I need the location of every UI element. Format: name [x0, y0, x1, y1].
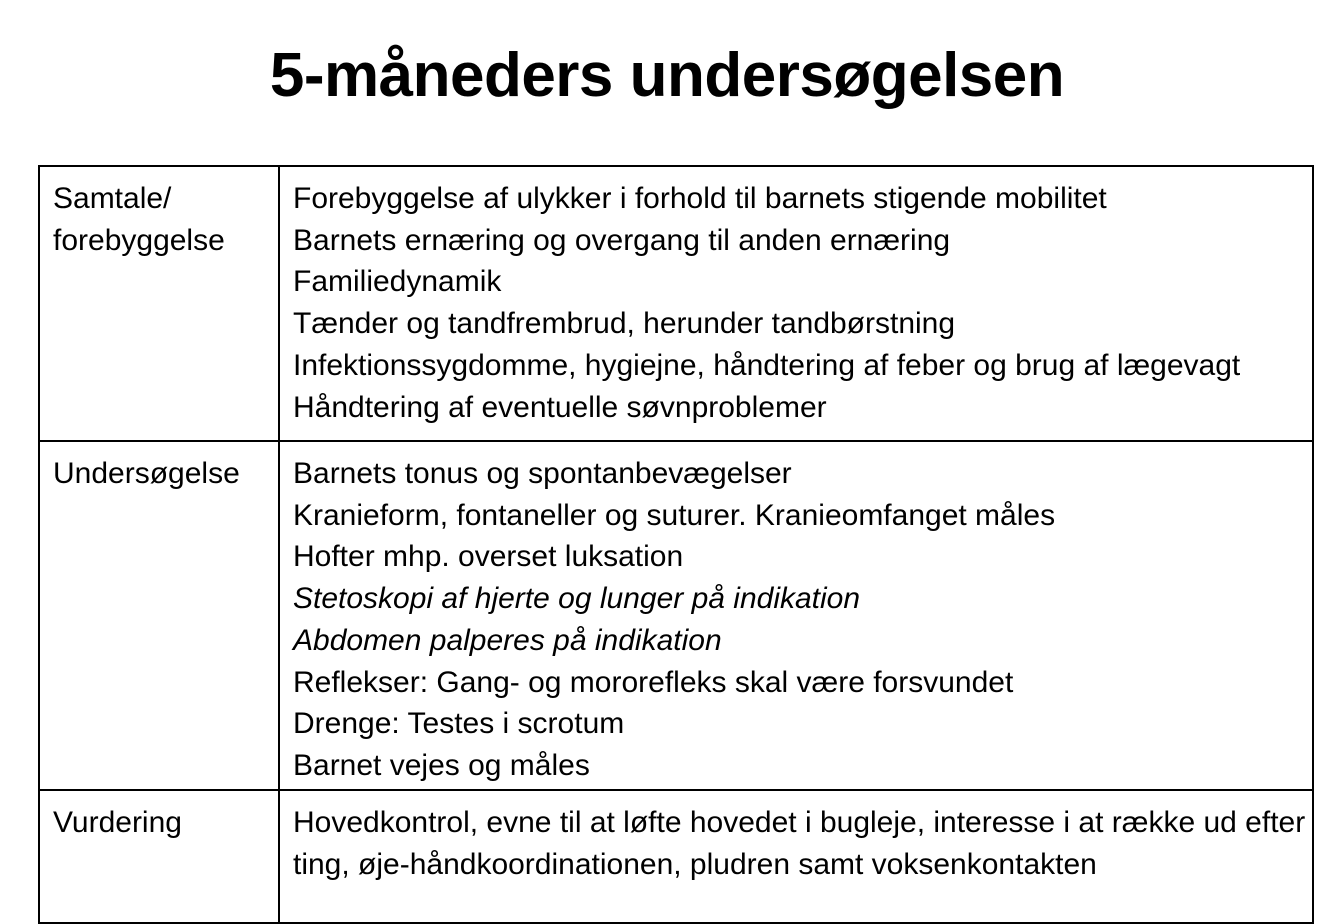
row-label: Undersøgelse: [53, 457, 240, 490]
table-row-undersogelse: [39, 441, 1313, 790]
row-label: Vurdering: [53, 806, 182, 839]
list-item: Familiedynamik: [293, 265, 502, 299]
table-row-vurdering: [39, 790, 1313, 923]
list-item-italic: Stetoskopi af hjerte og lunger på indikation: [293, 582, 861, 616]
list-item: Drenge: Testes i scrotum: [293, 707, 625, 741]
list-item: Infektionssygdomme, hygiejne, håndtering af feber og brug af lægevagt: [293, 348, 1241, 382]
list-item: Barnets tonus og spontanbevægelser: [293, 457, 792, 490]
examination-table: [38, 165, 1314, 924]
row-items-cell: [279, 166, 1313, 441]
row-items-cell: [279, 441, 1313, 790]
table-row-samtale: [39, 166, 1313, 441]
list-item: Håndtering af eventuelle søvnproblemer: [293, 390, 827, 424]
list-item: Tænder og tandfrembrud, herunder tandbørstning: [293, 307, 956, 341]
row-label-cell: [39, 441, 279, 790]
list-item: Reflekser: Gang- og mororefleks skal være forsvundet: [293, 665, 1014, 699]
row-label: Samtale/ forebyggelse: [53, 182, 225, 257]
list-item: Barnets ernæring og overgang til anden ernæring: [293, 223, 951, 257]
list-item: Forebyggelse af ulykker i forhold til barnets stigende mobilitet: [293, 182, 1107, 215]
page-title: 5-måneders undersøgelsen: [269, 41, 1065, 110]
row-label-cell: [39, 166, 279, 441]
list-item: Hofter mhp. overset luksation: [293, 540, 684, 574]
list-item: Barnet vejes og måles: [293, 748, 590, 782]
row-items-cell: [279, 790, 1313, 923]
row-label-cell: [39, 790, 279, 923]
list-item: Hovedkontrol, evne til at løfte hovedet i bugleje, interesse i at række ud efter ting, øje-håndkoordinationen, pludren samt voksenkontakten: [293, 806, 1306, 881]
list-item-italic: Abdomen palperes på indikation: [293, 623, 722, 657]
list-item: Kranieform, fontaneller og suturer. Kranieomfanget måles: [293, 498, 1056, 532]
